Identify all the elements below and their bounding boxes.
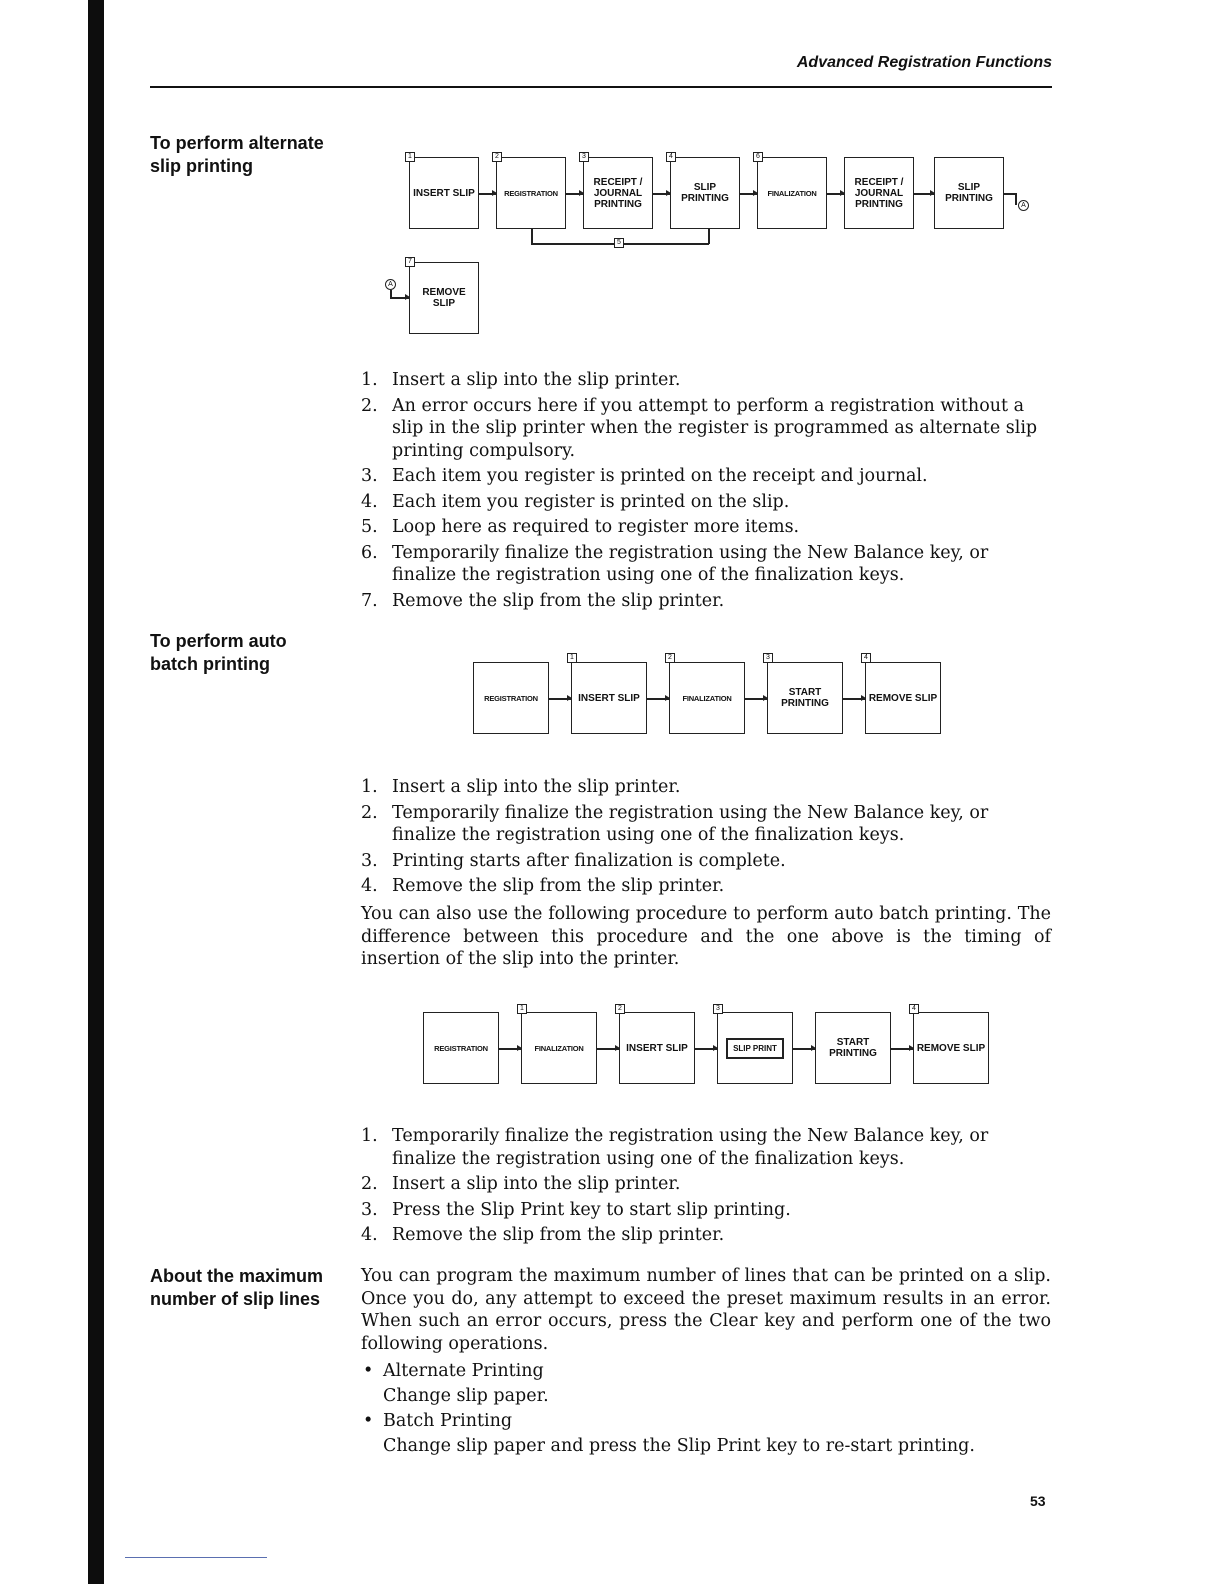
flow-step-number: 2 [615, 1004, 625, 1014]
flow-box-finalization: FINALIZATION [669, 662, 745, 734]
flow-arrow [891, 1048, 913, 1050]
flow-arrow [566, 193, 583, 195]
step-text: Temporarily finalize the registration using the New Balance key, or finalize the registration using one of the finalization keys. [392, 542, 989, 585]
heading-line: slip printing [150, 156, 253, 176]
step-text: Insert a slip into the slip printer. [392, 370, 681, 390]
flow-box-insert-slip: INSERT SLIP [409, 157, 479, 229]
slip-print-key-icon: SLIP PRINT [726, 1038, 784, 1059]
list-item: 3. Printing starts after finalization is complete. [361, 850, 786, 871]
bullet-title: Batch Printing [383, 1411, 513, 1431]
step-text: Insert a slip into the slip printer. [392, 1174, 681, 1194]
page-number: 53 [1030, 1493, 1046, 1509]
list-item: 5. Loop here as required to register more items. [361, 517, 800, 537]
list-item: 1. Insert a slip into the slip printer. [361, 370, 681, 390]
flow-step-number: 1 [517, 1004, 527, 1014]
flow-arrow [843, 698, 865, 700]
flow-step-number: 2 [492, 152, 502, 162]
max-lines-options [361, 1359, 1051, 1459]
max-lines-text: You can program the maximum number of lines that can be printed on a slip. Once you do, any attempt to exceed the preset maximum results in an error. When such an error occurs, press the Clear key and perform one of the two following operations. [361, 1266, 1051, 1354]
flow-arrow [793, 1048, 815, 1050]
flow-box-remove-slip: REMOVE SLIP [913, 1012, 989, 1084]
list-item: 4. Each item you register is printed on the slip. [361, 491, 790, 512]
flow-step-number: 3 [763, 653, 773, 663]
flow-step-number: 2 [665, 653, 675, 663]
flow-arrow [827, 193, 844, 195]
bullet-detail: Change slip paper. [383, 1386, 549, 1406]
connector-line [1015, 193, 1017, 205]
flow-arrow [390, 297, 409, 299]
connector-a-icon: A [385, 279, 396, 290]
flow-box-registration: REGISTRATION [423, 1012, 499, 1084]
flow-arrow [499, 1048, 521, 1050]
list-item: 4. Remove the slip from the slip printer. [361, 1225, 725, 1245]
binding-edge [88, 0, 104, 1584]
step-text: Insert a slip into the slip printer. [392, 777, 681, 797]
bullet-title: Alternate Printing [383, 1361, 544, 1381]
flow-box-start-printing: START PRINTING [815, 1012, 891, 1084]
list-item: 3. Press the Slip Print key to start slip printing. [361, 1199, 791, 1220]
step-text: Temporarily finalize the registration using the New Balance key, or finalize the registration using one of the finalization keys. [392, 1126, 989, 1169]
list-item: 1. Insert a slip into the slip printer. [361, 777, 681, 797]
header-rule [150, 86, 1052, 88]
flow-box-receipt-journal-printing: RECEIPT / JOURNAL PRINTING [583, 157, 653, 229]
list-item [361, 1359, 1051, 1409]
step-text: Each item you register is printed on the slip. [392, 491, 790, 512]
flow-loop-number: 5 [614, 238, 624, 248]
section-heading-max-lines [150, 1265, 350, 1311]
bullet-icon: • [363, 1361, 374, 1381]
section-heading-auto-batch [150, 630, 350, 676]
running-header: Advanced Registration Functions [796, 54, 1052, 71]
flow-box-receipt-journal-printing-2: RECEIPT / JOURNAL PRINTING [844, 157, 914, 229]
flow-box-insert-slip: INSERT SLIP [571, 662, 647, 734]
steps-auto-batch [361, 776, 1051, 901]
flow-step-number: 3 [713, 1004, 723, 1014]
flow-box-registration: REGISTRATION [496, 157, 566, 229]
flow-arrow [479, 193, 496, 195]
flow-box-slip-printing-2: SLIP PRINTING [934, 157, 1004, 229]
list-item: 6. Temporarily finalize the registration using the New Balance key, or finalize the registration using one of the finalization keys. [361, 542, 989, 585]
flow-step-number: 4 [861, 653, 871, 663]
step-text: Loop here as required to register more items. [392, 517, 800, 537]
step-text: Printing starts after finalization is complete. [392, 850, 786, 871]
steps-auto-batch-alt [361, 1125, 1051, 1250]
list-item: 2. Insert a slip into the slip printer. [361, 1174, 681, 1194]
list-item: 1. Temporarily finalize the registration using the New Balance key, or finalize the registration using one of the finalization keys. [361, 1126, 989, 1169]
heading-line: number of slip lines [150, 1289, 321, 1309]
section-heading-alternate [150, 132, 350, 178]
flow-step-number: 1 [405, 152, 415, 162]
heading-line: To perform alternate [150, 133, 324, 153]
flow-box-slip-printing: SLIP PRINTING [670, 157, 740, 229]
flow-arrow [914, 193, 934, 195]
flow-arrow [695, 1048, 717, 1050]
list-item: 3. Each item you register is printed on the receipt and journal. [361, 466, 928, 486]
flow-arrow [549, 698, 571, 700]
flow-step-number: 4 [666, 152, 676, 162]
flow-step-number: 3 [579, 152, 589, 162]
auto-batch-note: You can also use the following procedure to perform auto batch printing. The difference between this procedure and the one above is the timing of insertion of the slip into the printer. [361, 904, 1051, 969]
bullet-icon: • [363, 1411, 374, 1431]
steps-alternate [361, 369, 1051, 615]
step-text: Temporarily finalize the registration using the New Balance key, or finalize the registration using one of the finalization keys. [392, 802, 989, 845]
list-item: 2. An error occurs here if you attempt to perform a registration without a slip in the slip printer when the register is programmed as alternate slip printing compulsory. [361, 395, 1038, 461]
flow-box-insert-slip: INSERT SLIP [619, 1012, 695, 1084]
list-item [361, 1409, 1051, 1459]
heading-line: About the maximum [150, 1266, 324, 1286]
flow-box-finalization: FINALIZATION [521, 1012, 597, 1084]
step-text: Each item you register is printed on the receipt and journal. [392, 466, 928, 486]
flow-box-remove-slip: REMOVE SLIP [865, 662, 941, 734]
list-item: 4. Remove the slip from the slip printer. [361, 876, 725, 896]
heading-line: batch printing [150, 654, 270, 674]
flow-box-slip-print-key [717, 1012, 793, 1084]
step-text: Remove the slip from the slip printer. [392, 876, 725, 896]
connector-a-icon: A [1018, 200, 1029, 211]
flow-arrow [653, 193, 670, 195]
list-item: 7. Remove the slip from the slip printer. [361, 590, 725, 611]
flow-box-registration: REGISTRATION [473, 662, 549, 734]
loop-line [708, 229, 710, 244]
flow-arrow [647, 698, 669, 700]
flow-arrow [597, 1048, 619, 1050]
flow-arrow [740, 193, 757, 195]
heading-line: To perform auto [150, 631, 287, 651]
flow-box-start-printing: START PRINTING [767, 662, 843, 734]
loop-line [531, 229, 533, 244]
list-item: 2. Temporarily finalize the registration using the New Balance key, or finalize the registration using one of the finalization keys. [361, 802, 989, 845]
flow-box-finalization: FINALIZATION [757, 157, 827, 229]
flow-box-remove-slip: REMOVE SLIP [409, 262, 479, 334]
flow-step-number: 6 [753, 152, 763, 162]
flow-step-number: 1 [567, 653, 577, 663]
flow-step-number: 4 [909, 1004, 919, 1014]
step-text: An error occurs here if you attempt to perform a registration without a slip in the slip printer when the register is programmed as alternate slip printing compulsory. [392, 395, 1038, 461]
step-text: Press the Slip Print key to start slip printing. [392, 1199, 791, 1220]
bullet-detail: Change slip paper and press the Slip Print key to re-start printing. [383, 1436, 975, 1456]
footer-rule [125, 1557, 267, 1558]
step-text: Remove the slip from the slip printer. [392, 590, 725, 611]
flow-arrow [745, 698, 767, 700]
step-text: Remove the slip from the slip printer. [392, 1225, 725, 1245]
flow-step-number: 7 [405, 257, 415, 267]
